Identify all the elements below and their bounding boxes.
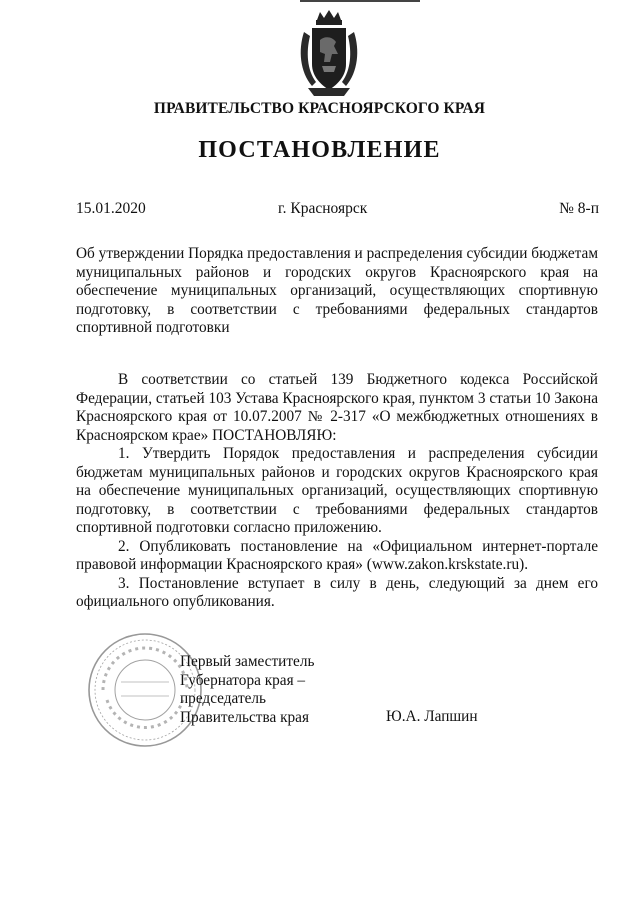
list-item: 3. Постановление вступает в силу в день, следующий за днем его официального опубликования. xyxy=(76,574,598,610)
signatory-title-line: Губернатора края – xyxy=(180,671,306,689)
top-scan-edge xyxy=(300,0,420,2)
signatory-title-line: Правительства края xyxy=(180,708,309,726)
government-title: ПРАВИТЕЛЬСТВО КРАСНОЯРСКОГО КРАЯ xyxy=(153,100,486,117)
document-subject: Об утверждении Порядка предоставления и распределения субсидии бюджетам муниципальных районов и городских округов Красноярского края на обеспечение муниципальных организаций, осуществляющих спортивную подготовку, в соответствии с требованиями федеральных стандартов спортивной подготовки xyxy=(76,245,598,336)
signatory-title-line: Первый заместитель xyxy=(180,653,315,670)
document-body xyxy=(76,371,598,612)
document-type-title: ПОСТАНОВЛЕНИЕ xyxy=(198,137,441,163)
coat-of-arms-icon xyxy=(298,10,360,98)
document-date: 15.01.2020 xyxy=(76,200,146,217)
signature-block xyxy=(180,653,314,727)
signatory-title-line: председатель xyxy=(180,690,267,707)
signatory-name: Ю.А. Лапшин xyxy=(386,708,478,725)
document-number: № 8-п xyxy=(559,200,599,217)
list-item: 2. Опубликовать постановление на «Официальном интернет-портале правовой информации Красноярского края» (www.zakon.krskstate.ru). xyxy=(76,537,598,573)
preamble-paragraph: В соответствии со статьей 139 Бюджетного кодекса Российской Федерации, статьей 103 Устава Красноярского края, пунктом 3 статьи 10 Закона Красноярского края от 10.07.2007 № 2-317 «О межбюджетных отношениях в Красноярском крае» ПОСТАНОВЛЯЮ: xyxy=(76,371,598,444)
list-item: 1. Утвердить Порядок предоставления и распределения субсидии бюджетам муниципальных районов и городских округов Красноярского края на обеспечение муниципальных организаций, осуществляющих спортивную подготовку, в соответствии с требованиями федеральных стандартов спортивной подготовки согласно приложению. xyxy=(76,445,598,536)
document-city: г. Красноярск xyxy=(278,200,368,217)
